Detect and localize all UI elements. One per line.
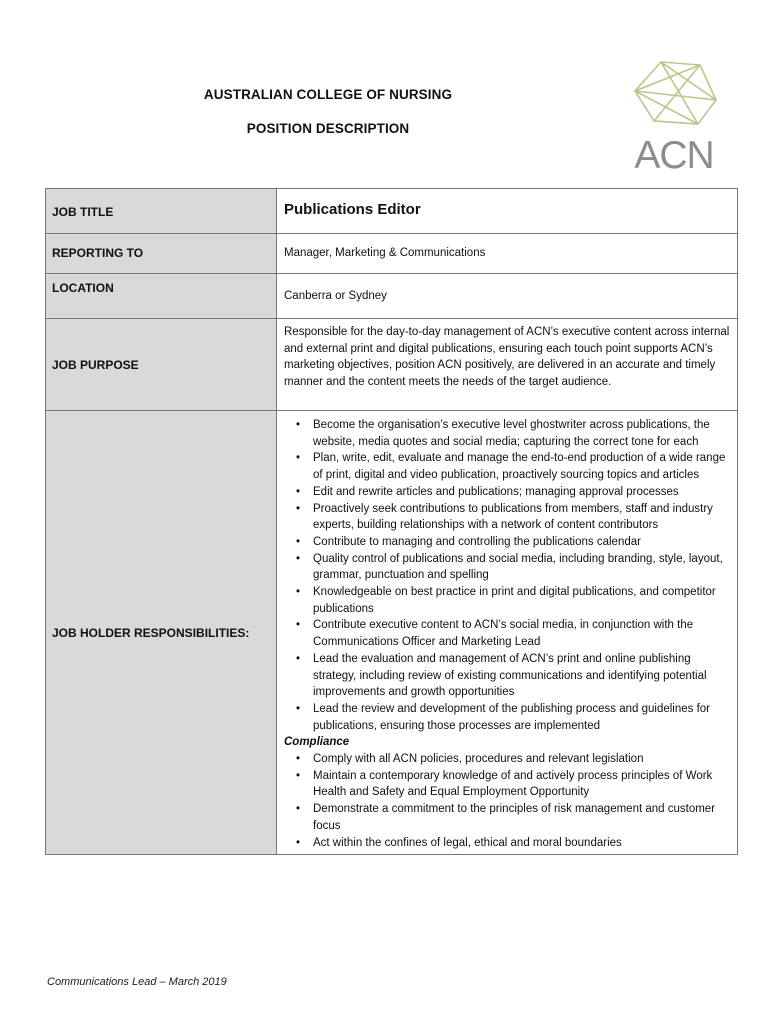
row-responsibilities (46, 411, 738, 855)
list-item: • Maintain a contemporary knowledge of and actively process principles of Work Health and Safety and Equal Employment Opportunity (284, 768, 733, 801)
job-purpose-label-cell (46, 319, 277, 411)
row-reporting-to (46, 234, 738, 274)
compliance-heading: Compliance (284, 736, 350, 749)
list-item: • Proactively seek contributions to publications from members, staff and industry experts, building relationships with a network of content contributors (284, 501, 733, 534)
location-label: LOCATION (52, 281, 114, 295)
reporting-to-value: Manager, Marketing & Communications (284, 247, 486, 259)
list-item: • Quality control of publications and social media, including branding, style, layout, grammar, punctuation and spelling (284, 551, 733, 584)
job-title-label: JOB TITLE (52, 205, 114, 219)
footer-text: Communications Lead – March 2019 (47, 976, 227, 988)
responsibilities-value-cell (277, 411, 738, 855)
location-value-cell (277, 274, 738, 319)
list-item: • Contribute executive content to ACN’s social media, in conjunction with the Communications Officer and Marketing Lead (284, 617, 733, 650)
list-item: • Become the organisation’s executive level ghostwriter across publications, the website, media quotes and social media; capturing the correct tone for each (284, 417, 733, 450)
job-title-value-cell (277, 189, 738, 234)
responsibilities-list (284, 417, 733, 734)
organisation-heading: AUSTRALIAN COLLEGE OF NURSING (203, 87, 453, 102)
row-job-purpose (46, 319, 738, 411)
compliance-list (284, 751, 733, 851)
list-item: • Demonstrate a commitment to the principles of risk management and customer focus (284, 801, 733, 834)
acn-logo-text: ACN (634, 134, 714, 177)
reporting-to-value-cell (277, 234, 738, 274)
list-item: • Edit and rewrite articles and publications; managing approval processes (284, 484, 733, 501)
list-item: • Plan, write, edit, evaluate and manage the end-to-end production of a wide range of print, digital and video publication, proactively sourcing topics and articles (284, 450, 733, 483)
list-item: • Act within the confines of legal, ethical and moral boundaries (284, 835, 733, 852)
location-label-cell (46, 274, 277, 319)
document-type-heading: POSITION DESCRIPTION (246, 121, 410, 136)
job-title-label-cell (46, 189, 277, 234)
list-item: • Comply with all ACN policies, procedures and relevant legislation (284, 751, 733, 768)
list-item: • Lead the review and development of the publishing process and guidelines for publications, ensuring those processes are implemented (284, 701, 733, 734)
job-title-value: Publications Editor (284, 201, 421, 218)
reporting-to-label: REPORTING TO (52, 246, 144, 260)
job-purpose-label: JOB PURPOSE (52, 357, 139, 372)
list-item: • Lead the evaluation and management of ACN’s print and online publishing strategy, including review of existing communications and identifying potential improvements and growth opportunities (284, 651, 733, 701)
responsibilities-label-cell (46, 411, 277, 855)
row-location (46, 274, 738, 319)
list-item: • Contribute to managing and controlling the publications calendar (284, 534, 733, 551)
list-item: • Knowledgeable on best practice in print and digital publications, and competitor publications (284, 584, 733, 617)
position-description-table (45, 188, 738, 855)
responsibilities-label: JOB HOLDER RESPONSIBILITIES: (52, 625, 250, 640)
job-purpose-value-cell (277, 319, 738, 411)
row-job-title (46, 189, 738, 234)
location-value: Canberra or Sydney (284, 290, 387, 302)
reporting-to-label-cell (46, 234, 277, 274)
job-purpose-value: Responsible for the day-to-day management of ACN’s executive content across internal and external print and digital publications, ensuring each touch point supports ACN’s marketing objectives, position ACN positively, are delivered in an accurate and timely manner and the content meets the needs of the target audience. (284, 326, 730, 389)
